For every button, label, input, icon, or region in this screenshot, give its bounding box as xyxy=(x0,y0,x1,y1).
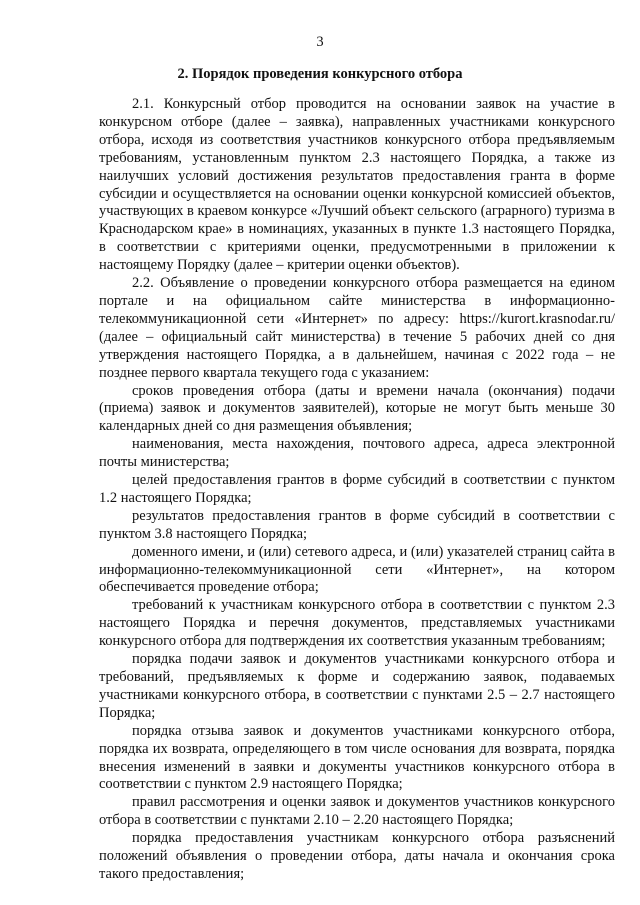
list-item: порядка предоставления участникам конкурсного отбора разъяснений положений объявления о проведении отбора, даты начала и окончания срока такого предоставления; xyxy=(99,830,615,882)
list-item: порядка подачи заявок и документов участниками конкурсного отбора и требований, предъявляемых к форме и содержанию заявок, подаваемых участниками конкурсного отбора, в соответствии с пунктами 2.5 – 2.7 настоящего Порядка; xyxy=(99,651,615,721)
list-item: порядка отзыва заявок и документов участниками конкурсного отбора, порядка их возврата, определяющего в том числе основания для возврата, порядка внесения изменений в заявки и документы участников конкурсного отбора в соответствии с пунктом 2.9 настоящего Порядка; xyxy=(99,722,615,793)
list-item: результатов предоставления грантов в форме субсидий в соответствии с пунктом 3.8 настоящего Порядка; xyxy=(99,507,615,542)
list-item: доменного имени, и (или) сетевого адреса, и (или) указателей страниц сайта в информационно-телекоммуникационной сети «Интернет», на котором обеспечивается проведение отбора; xyxy=(99,543,615,596)
paragraph-2-1: 2.1. Конкурсный отбор проводится на основании заявок на участие в конкурсном отборе (далее – заявка), направленных участниками конкурсного отбора, исходя из соответствия участников конкурсного отбора предъявляемым требованиям, установленным пунктом 2.3 настоящего Порядка, а также из наилучших условий достижения результатов предоставления гранта в форме субсидии и осуществляется на основании оценки конкурсной комиссией объектов, участвующих в краевом конкурсе «Лучший объект сельского (аграрного) туризма в Краснодарском крае» в номинациях, указанных в пункте 1.3 настоящего Порядка, в соответствии с критериями оценки, предусмотренными в приложении к настоящему Порядку (далее – критерии оценки объектов). xyxy=(99,96,615,274)
page-number: 3 xyxy=(316,34,324,50)
list-item: целей предоставления грантов в форме субсидий в соответствии с пунктом 1.2 настоящего Порядка; xyxy=(99,472,615,506)
paragraph-2-2: 2.2. Объявление о проведении конкурсного отбора размещается на едином портале и на официальном сайте министерства в информационно-телекоммуникационной сети «Интернет» по адресу: https://kurort.krasnodar.ru/ (далее – официальный сайт министерства) в течение 5 рабочих дней со дня утверждения настоящего Порядка, а в дальнейшем, начиная с 2022 года – не позднее первого квартала текущего года с указанием: xyxy=(99,275,615,381)
list-item: требований к участникам конкурсного отбора в соответствии с пунктом 2.3 настоящего Порядка и перечня документов, представляемых участниками конкурсного отбора для подтверждения их соответствия указанным требованиям; xyxy=(99,597,615,650)
list-item: сроков проведения отбора (даты и времени начала (окончания) подачи (приема) заявок и документов заявителей), которые не могут быть меньше 30 календарных дней со дня размещения объявления; xyxy=(99,382,615,435)
list-item: правил рассмотрения и оценки заявок и документов участников конкурсного отбора в соответствии с пунктами 2.10 – 2.20 настоящего Порядка; xyxy=(99,794,615,829)
body-text xyxy=(99,96,615,884)
list-item: наименования, места нахождения, почтового адреса, адреса электронной почты министерства; xyxy=(99,436,615,471)
section-title: 2. Порядок проведения конкурсного отбора xyxy=(177,66,463,82)
